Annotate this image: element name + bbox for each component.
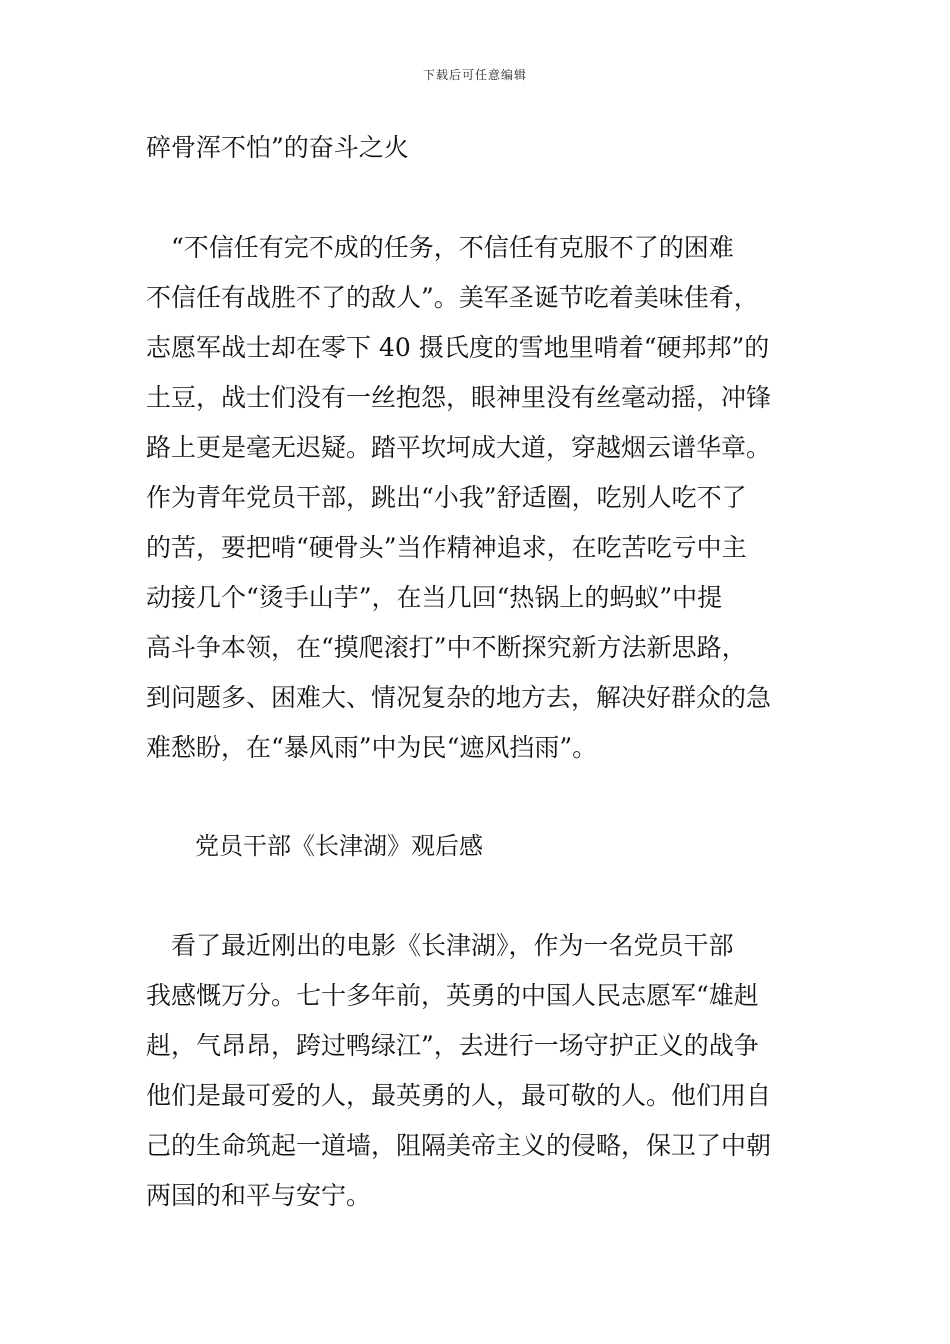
text-line: “不信任有完不成的任务，不信任有克服不了的困难 — [146, 233, 734, 262]
text-line: 志愿军战士却在零下 40 摄氏度的雪地里啃着“硬邦邦”的 — [146, 333, 770, 362]
text-line: 土豆，战士们没有一丝抱怨，眼神里没有丝毫动摇，冲锋 — [146, 383, 772, 412]
text-line: 他们是最可爱的人，最英勇的人，最可敬的人。他们用自 — [146, 1081, 772, 1110]
text-line: 路上更是毫无迟疑。踏平坎坷成大道，穿越烟云谱华章。 — [146, 433, 772, 462]
text-line: 动接几个“烫手山芋”，在当几回“热锅上的蚂蚁”中提 — [146, 583, 723, 612]
text-line: 到问题多、困难大、情况复杂的地方去，解决好群众的急 — [146, 683, 772, 712]
page-header: 下载后可任意编辑 — [422, 68, 527, 82]
text-line: 难愁盼，在“暴风雨”中为民“遮风挡雨”。 — [146, 733, 598, 762]
text-line: 己的生命筑起一道墙，阻隔美帝主义的侵略，保卫了中朝 — [146, 1131, 772, 1160]
text-line: 不信任有战胜不了的敌人”。美军圣诞节吃着美味佳肴， — [146, 283, 759, 312]
text-line: 看了最近刚出的电影《长津湖》，作为一名党员干部 — [146, 931, 734, 960]
text-line: 碎骨浑不怕”的奋斗之火 — [146, 133, 409, 162]
text-line: 作为青年党员干部，跳出“小我”舒适圈，吃别人吃不了 — [146, 483, 747, 512]
section-title: 党员干部《长津湖》观后感 — [195, 832, 483, 860]
text-line: 我感慨万分。七十多年前，英勇的中国人民志愿军“雄赳 — [146, 981, 759, 1010]
text-line: 赳，气昂昂，跨过鸭绿江”，去进行一场守护正义的战争 — [146, 1031, 759, 1060]
text-line: 两国的和平与安宁。 — [146, 1181, 372, 1210]
text-line: 的苦，要把啃“硬骨头”当作精神追求，在吃苦吃亏中主 — [146, 533, 747, 562]
text-line: 高斗争本领，在“摸爬滚打”中不断探究新方法新思路， — [146, 633, 747, 662]
